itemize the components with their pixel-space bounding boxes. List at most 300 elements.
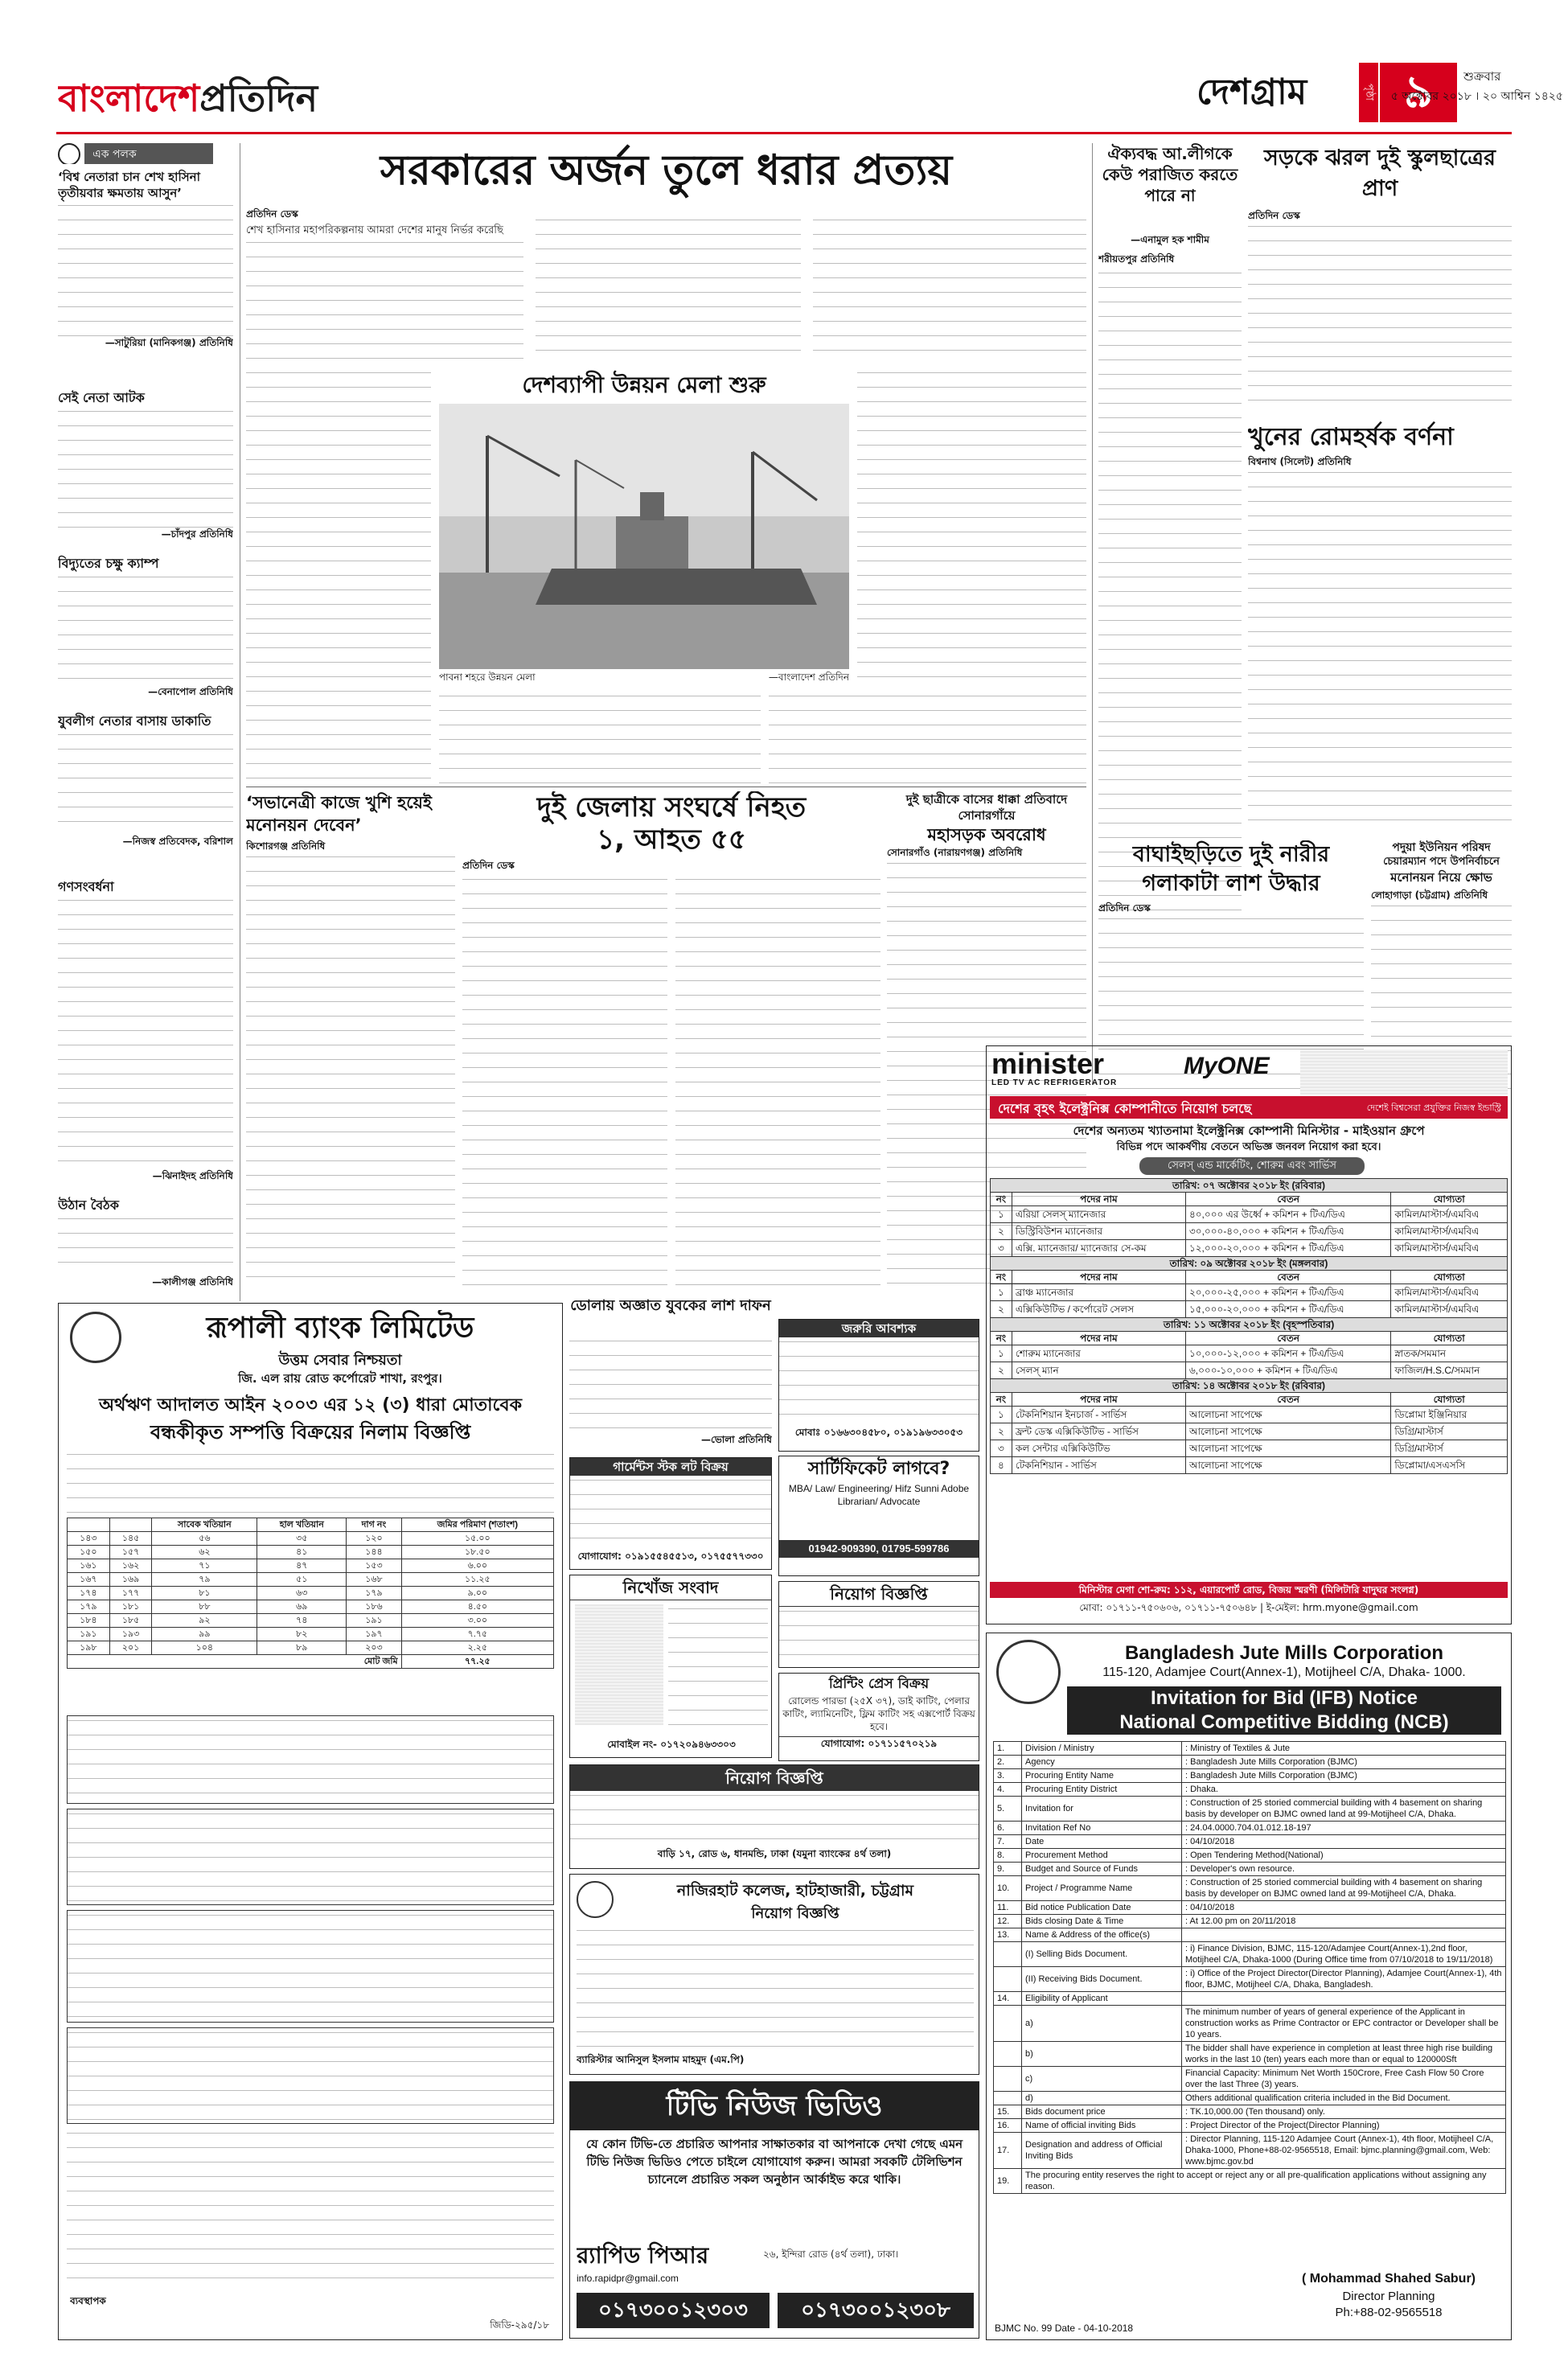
road-byline: প্রতিদিন ডেস্ক bbox=[1248, 210, 1300, 221]
table-cell-label: The procuring entity reserves the right to accept or reject any or all pre-qualification applications without assigning any reason. bbox=[1022, 2169, 1506, 2194]
table-header-cell: বেতন bbox=[1185, 1393, 1390, 1407]
lead-subhead: দেশব্যাপী উন্নয়ন মেলা শুরু bbox=[439, 367, 849, 404]
table-row bbox=[991, 1423, 1508, 1440]
table-cell-label: Bids closing Date & Time bbox=[1022, 1915, 1182, 1928]
table-row bbox=[994, 1756, 1506, 1769]
table-cell-value: : Dhaka. bbox=[1182, 1783, 1506, 1797]
rupali-table-2 bbox=[67, 1715, 554, 1804]
bjmc-org: Bangladesh Jute Mills Corporation bbox=[1124, 1642, 1444, 1664]
urgent-ad[interactable] bbox=[778, 1319, 979, 1452]
table-cell-label: a) bbox=[1022, 2006, 1182, 2042]
road-story[interactable] bbox=[1248, 143, 1512, 417]
table-cell: ১ bbox=[991, 1345, 1012, 1362]
table-cell: ১৪৩ bbox=[68, 1532, 110, 1546]
rupali-signer: ব্যবস্থাপক bbox=[70, 2295, 106, 2306]
table-cell: ৮৮ bbox=[152, 1600, 257, 1614]
table-cell: ১৫.০০ bbox=[401, 1532, 553, 1546]
port-photo bbox=[439, 404, 849, 669]
table-cell-label: Procurement Method bbox=[1022, 1849, 1182, 1863]
table-row bbox=[994, 1797, 1506, 1822]
table-row bbox=[994, 2169, 1506, 2194]
najirhat-body bbox=[577, 1926, 974, 2047]
press-ad[interactable] bbox=[778, 1673, 979, 1761]
nojor-item[interactable] bbox=[58, 713, 233, 873]
padua-headline-bottom: মনোনয়ন নিয়ে ক্ষোভ bbox=[1390, 870, 1492, 885]
missing-phone: মোবাইল নং- ০১৭২০৯৪৬৩৩০৩ bbox=[607, 1739, 736, 1750]
table-header-cell: যোগ্যতা bbox=[1391, 1332, 1508, 1345]
nojor-item-body bbox=[58, 730, 233, 835]
nojor-item-credit: —বেনাপোল প্রতিনিধি bbox=[148, 686, 233, 697]
rupali-table-3-lines bbox=[68, 1809, 553, 1904]
table-cell-label: Eligibility of Applicant bbox=[1022, 1992, 1182, 2006]
women-headline: বাঘাইছড়িতে দুই নারীর গলাকাটা লাশ উদ্ধার bbox=[1132, 842, 1330, 896]
table-cell-value bbox=[1182, 1928, 1506, 1942]
table-row bbox=[68, 1628, 554, 1641]
table-cell: ৯.০০ bbox=[401, 1587, 553, 1600]
garments-title: গার্মেন্টস স্টক লট বিক্রয় bbox=[570, 1458, 771, 1476]
newspaper-logo[interactable] bbox=[58, 71, 428, 127]
table-cell: কামিল/মাস্টার্স/এমবিএ bbox=[1391, 1206, 1508, 1223]
lead-body-col3 bbox=[813, 216, 1086, 360]
masthead bbox=[0, 0, 1568, 149]
table-cell-no bbox=[994, 1967, 1022, 1992]
table-cell: ১৯৭ bbox=[347, 1628, 401, 1641]
nojor-item-title: বিদ্যুতের চক্ষু ক্যাম্প bbox=[58, 556, 159, 571]
bjmc-title2: National Competitive Bidding (NCB) bbox=[1067, 1711, 1501, 1735]
page-word: পৃষ্ঠা bbox=[1359, 63, 1378, 122]
minister-table-grid bbox=[990, 1178, 1508, 1474]
nojor-item[interactable] bbox=[58, 555, 233, 708]
table-cell: এক্সি. ম্যানেজার/ ম্যানেজার সে-কম bbox=[1012, 1240, 1185, 1257]
missing-body bbox=[668, 1604, 768, 1730]
minister-logo bbox=[991, 1049, 1176, 1088]
table-cell: ৫৬ bbox=[152, 1532, 257, 1546]
table-cell: ফাজিল/H.S.C/সমমান bbox=[1391, 1362, 1508, 1379]
table-cell: ২ bbox=[991, 1223, 1012, 1240]
certificate-title: সার্টিফিকেট লাগবে? bbox=[807, 1459, 950, 1479]
awami-quote-by: —এনামুল হক শামীম bbox=[1131, 234, 1209, 245]
table-total-value: ৭৭.২৫ bbox=[401, 1655, 553, 1669]
garments-phone: যোগাযোগ: ০১৯১৫৫৪৫৫১৩, ০১৭৫৫৭৭৩৩০ bbox=[577, 1550, 764, 1562]
issue-date: ৫ অক্টোবর ২০১৮ । ২০ আশ্বিন ১৪২৫ bbox=[1390, 90, 1563, 103]
table-cell: ৬৯ bbox=[257, 1600, 347, 1614]
road-body bbox=[1248, 222, 1512, 413]
nojor-tag-label: এক পলক bbox=[84, 143, 213, 164]
nojor-item-body bbox=[58, 573, 233, 685]
logo-bangladesh: বাংলাদেশ bbox=[58, 76, 200, 120]
table-cell-value: : Construction of 25 storied commercial building with 4 basement on sharing basis by developer on BJMC owned land at 99-Motijheel C/A, Dhaka. bbox=[1182, 1797, 1506, 1822]
table-cell-label: Bid notice Publication Date bbox=[1022, 1901, 1182, 1915]
missing-ad[interactable] bbox=[569, 1575, 772, 1758]
table-cell: ৪০,০০০ এর উর্ধ্বে + কমিশন + টিএ/ডিএ bbox=[1185, 1206, 1390, 1223]
table-header-cell: সাবেক খতিয়ান bbox=[152, 1518, 257, 1532]
table-total-label: মোট জমি bbox=[68, 1655, 402, 1669]
niyog-ad-2[interactable] bbox=[569, 1764, 979, 1869]
nojor-item-title: যুবলীগ নেতার বাসায় ডাকাতি bbox=[58, 713, 211, 729]
table-cell: ১৫৩ bbox=[347, 1559, 401, 1573]
table-cell: আলোচনা সাপেক্ষে bbox=[1185, 1457, 1390, 1474]
table-cell-value: : i) Office of the Project Director(Director Planning), Adamjee Court(Annex-1), 4th floor, BJMC, Motijheel C/A, Dhaka, Bangladesh. bbox=[1182, 1967, 1506, 1992]
table-row bbox=[68, 1641, 554, 1655]
tvnews-phone-2[interactable]: ০১৭৩০০১২৩০৮ bbox=[778, 2293, 974, 2328]
table-row bbox=[991, 1362, 1508, 1379]
table-row bbox=[994, 2067, 1506, 2092]
clash-byline: প্রতিদিন ডেস্ক bbox=[462, 860, 515, 871]
table-cell: ১২০ bbox=[347, 1532, 401, 1546]
table-group-row bbox=[991, 1179, 1508, 1193]
sonargaon-headline-top: দুই ছাত্রীকে বাসের ধাক্কা প্রতিবাদে সোনারগাঁয়ে bbox=[905, 792, 1068, 823]
nojor-item-body bbox=[58, 1214, 233, 1275]
table-row bbox=[994, 2006, 1506, 2042]
nojor-item-credit: —সাটুরিয়া (মানিকগঞ্জ) প্রতিনিধি bbox=[105, 337, 233, 348]
table-row bbox=[994, 1863, 1506, 1876]
table-cell: ৮১ bbox=[152, 1587, 257, 1600]
table-row bbox=[994, 1769, 1506, 1783]
nojor-item-body bbox=[58, 407, 233, 528]
table-header-cell: যোগ্যতা bbox=[1391, 1271, 1508, 1284]
table-cell: ১৭৪ bbox=[68, 1587, 110, 1600]
missing-title: নিখোঁজ সংবাদ bbox=[570, 1575, 771, 1600]
clash-body-a bbox=[462, 875, 667, 1285]
table-cell: আলোচনা সাপেক্ষে bbox=[1185, 1407, 1390, 1423]
najirhat-ad[interactable] bbox=[569, 1874, 979, 2075]
table-row bbox=[68, 1546, 554, 1559]
table-cell: ৯৯ bbox=[152, 1628, 257, 1641]
awami-credit: শরীয়তপুর প্রতিনিধি bbox=[1098, 253, 1175, 265]
tvnews-phone-1[interactable]: ০১৭৩০০১২৩০৩ bbox=[577, 2293, 770, 2328]
table-cell-label: Designation and address of Official Inviting Bids bbox=[1022, 2133, 1182, 2169]
rupali-tagline: উত্তম সেবার নিশ্চয়তা bbox=[278, 1352, 402, 1368]
road-headline: সড়কে ঝরল দুই স্কুলছাত্রের প্রাণ bbox=[1264, 146, 1496, 201]
table-group-date: তারিখ: ১১ অক্টোবর ২০১৮ ইং (বৃহস্পতিবার) bbox=[991, 1318, 1508, 1332]
dolay-body bbox=[569, 1337, 772, 1433]
table-cell: ১৫৭ bbox=[109, 1546, 152, 1559]
niyog1-body bbox=[779, 1607, 979, 1665]
najirhat-sign: ব্যারিস্টার আনিসুল ইসলাম মাহমুদ (এম.পি) bbox=[577, 2054, 745, 2065]
women-byline: প্রতিদিন ডেস্ক bbox=[1098, 902, 1151, 914]
table-cell: ৬২ bbox=[152, 1546, 257, 1559]
table-cell: ডিপ্লোমা/এসএসসি bbox=[1391, 1457, 1508, 1474]
bjmc-designation: Director Planning bbox=[1342, 2290, 1435, 2303]
myone-logo: MyONE bbox=[1184, 1053, 1270, 1079]
table-cell-no: 4. bbox=[994, 1783, 1022, 1797]
lead-body-text: শেখ হাসিনার মহাপরিকল্পনায় আমরা দেশের মানুষ নির্ভর করেছি bbox=[246, 224, 503, 236]
table-cell: স্নাতক/সমমান bbox=[1391, 1345, 1508, 1362]
padua-body bbox=[1371, 902, 1512, 1054]
table-cell-label: Procuring Entity Name bbox=[1022, 1769, 1182, 1783]
table-cell: কামিল/মাস্টার্স/এমবিএ bbox=[1391, 1284, 1508, 1301]
rupali-bank-ad[interactable] bbox=[58, 1303, 563, 2340]
najirhat-logo-icon bbox=[577, 1881, 614, 1918]
table-cell: ২ bbox=[991, 1301, 1012, 1318]
table-cell: ৫১ bbox=[257, 1573, 347, 1587]
table-cell: ১৭৯ bbox=[347, 1587, 401, 1600]
niyog2-body bbox=[570, 1791, 979, 1847]
table-cell: ১৪৪ bbox=[347, 1546, 401, 1559]
bjmc-logo-icon bbox=[996, 1640, 1061, 1704]
table-cell: আলোচনা সাপেক্ষে bbox=[1185, 1440, 1390, 1457]
minister-contact: মোবা: ০১৭১১-৭৫০৬০৬, ০১৭১১-৭৫০৬৪৮ | ই-মেইল: hrm.myone@gmail.com bbox=[1079, 1602, 1418, 1613]
table-row bbox=[994, 2092, 1506, 2105]
clash-headline: দুই জেলায় সংঘর্ষে নিহত ১, আহত ৫৫ bbox=[536, 791, 807, 856]
minister-table bbox=[990, 1178, 1508, 1580]
table-group-row bbox=[991, 1257, 1508, 1271]
table-cell: কামিল/মাস্টার্স/এমবিএ bbox=[1391, 1240, 1508, 1257]
table-header-cell: যোগ্যতা bbox=[1391, 1393, 1508, 1407]
nojor-item-credit: —চাঁদপুর প্রতিনিধি bbox=[161, 528, 233, 540]
certificate-ad[interactable] bbox=[778, 1456, 979, 1576]
minister-intro2: বিভিন্ন পদে আকর্ষণীয় বেতনে অভিজ্ঞ জনবল নিয়োগ করা হবে। bbox=[1116, 1141, 1381, 1153]
table-cell: ১৯৮ bbox=[68, 1641, 110, 1655]
rupali-table-4-lines bbox=[68, 1911, 553, 2022]
table-row bbox=[994, 1928, 1506, 1942]
rupali-table-grid bbox=[67, 1518, 554, 1669]
table-row bbox=[68, 1573, 554, 1587]
lead-photo[interactable] bbox=[439, 367, 849, 687]
nojor-item[interactable] bbox=[58, 878, 233, 1192]
nojor-item-body bbox=[58, 201, 233, 336]
lead-story[interactable] bbox=[246, 143, 1086, 787]
nojor-item[interactable] bbox=[58, 1197, 233, 1293]
table-cell-value: : Construction of 25 storied commercial building with 4 basement on sharing basis by developer on BJMC owned land at 99-Motijheel C/A, Dhaka. bbox=[1182, 1876, 1506, 1901]
press-phone: যোগাযোগ: ০১৭১১৫৭০২১৯ bbox=[779, 1736, 979, 1750]
table-row bbox=[991, 1301, 1508, 1318]
nojor-tag-icon bbox=[58, 143, 80, 164]
table-cell-value: Financial Capacity: Minimum Net Worth 150Crore, Free Cash Flow 50 Crore over the last Three (3) years. bbox=[1182, 2067, 1506, 2092]
table-cell-no: 2. bbox=[994, 1756, 1022, 1769]
lead-body-col1b bbox=[246, 368, 431, 778]
nojor-item-credit: —কালীগঞ্জ প্রতিনিধি bbox=[152, 1276, 233, 1288]
lead-body-bottom-a bbox=[439, 692, 761, 784]
table-cell-value: : 04/10/2018 bbox=[1182, 1835, 1506, 1849]
bjmc-address: 115-120, Adamjee Court(Annex-1), Motijheel C/A, Dhaka- 1000. bbox=[1102, 1665, 1466, 1679]
niyog1-title: নিয়োগ বিজ্ঞপ্তি bbox=[779, 1582, 979, 1607]
rupali-table-5 bbox=[67, 2027, 554, 2124]
nojor-tag bbox=[58, 143, 233, 164]
table-cell: ১২,০০০-২০,০০০ + কমিশন + টিএ/ডিএ bbox=[1185, 1240, 1390, 1257]
table-cell: সেলস্ ম্যান bbox=[1012, 1362, 1185, 1379]
table-row bbox=[994, 1742, 1506, 1756]
table-cell-value: : Director Planning, 115-120 Adamjee Court (Annex-1), 4th floor, Motijheel C/A, Dhaka-1000, Phone+88-02-9565518, Email: bjmc.planning@gmail.com, Web: www.bjmc.gov.bd bbox=[1182, 2133, 1506, 2169]
women-story[interactable] bbox=[1098, 840, 1364, 1066]
table-cell: ৪৭ bbox=[257, 1559, 347, 1573]
niyog-ad-1[interactable] bbox=[778, 1581, 979, 1668]
table-cell: ১৪৫ bbox=[109, 1532, 152, 1546]
work-headline: ‘সভানেত্রী কাজে খুশি হয়েই মনোনয়ন দেবেন’ bbox=[246, 793, 432, 835]
table-cell: ৬.০০ bbox=[401, 1559, 553, 1573]
clash-story[interactable] bbox=[462, 791, 880, 1290]
table-row bbox=[991, 1345, 1508, 1362]
table-row bbox=[994, 2133, 1506, 2169]
lead-body-bottom-b bbox=[769, 692, 1086, 784]
table-row bbox=[991, 1284, 1508, 1301]
najirhat-sub: নিয়োগ বিজ্ঞপ্তি bbox=[751, 1905, 839, 1922]
najirhat-title: নাজিরহাট কলেজ, হাটহাজারী, চট্টগ্রাম bbox=[676, 1882, 914, 1900]
table-cell: ৩৫ bbox=[257, 1532, 347, 1546]
rupali-intro-lines bbox=[67, 1450, 554, 1514]
tvnews-address: ২৬, ইন্দিরা রোড (৪র্থ তলা), ঢাকা। bbox=[763, 2249, 899, 2260]
table-group-date: তারিখ: ০৯ অক্টোবর ২০১৮ ইং (মঙ্গলবার) bbox=[991, 1257, 1508, 1271]
rupali-branch: জি. এল রায় রোড কর্পোরেট শাখা, রংপুর। bbox=[238, 1371, 442, 1386]
table-cell-no bbox=[994, 2042, 1022, 2067]
table-cell: ৭৪ bbox=[257, 1614, 347, 1628]
lead-photo-caption: পাবনা শহরে উন্নয়ন মেলা bbox=[439, 672, 536, 683]
table-cell: ৪.৫০ bbox=[401, 1600, 553, 1614]
table-cell-no: 3. bbox=[994, 1769, 1022, 1783]
table-cell-no bbox=[994, 2067, 1022, 2092]
bjmc-tender-ad[interactable] bbox=[986, 1633, 1512, 2340]
table-cell: ১৬৯ bbox=[109, 1573, 152, 1587]
table-header-row bbox=[991, 1393, 1508, 1407]
table-header-cell: নং bbox=[991, 1193, 1012, 1206]
tvnews-title: টিভি নিউজ ভিডিও bbox=[570, 2082, 979, 2130]
table-cell-no: 6. bbox=[994, 1822, 1022, 1835]
table-cell-label: (I) Selling Bids Document. bbox=[1022, 1942, 1182, 1967]
table-cell-label: Date bbox=[1022, 1835, 1182, 1849]
table-row bbox=[991, 1223, 1508, 1240]
table-header-cell: পদের নাম bbox=[1012, 1193, 1185, 1206]
bjmc-table bbox=[993, 1741, 1506, 2264]
table-cell-label: Agency bbox=[1022, 1756, 1182, 1769]
press-body: রোলেন্ড পারভা (২৫X ৩৭), ডাই কাটিং, পেলার কাটিং, ল্যামিনেটিং, ফ্লিম কাটিং সহ এক্সপোর্ট বিক্রয় হবে। bbox=[782, 1695, 975, 1732]
table-cell-value: : i) Finance Division, BJMC, 115-120/Adamjee Court(Annex-1),2nd floor, Motijheel C/A, Dhaka-1000 (During Office time from 07/10/2018 to 19/11/2018) bbox=[1182, 1942, 1506, 1967]
table-cell: কল সেন্টার এক্সিকিউটিভ bbox=[1012, 1440, 1185, 1457]
nojor-item-title: ‘বিশ্ব নেতারা চান শেখ হাসিনা তৃতীয়বার ক্ষমতায় আসুন’ bbox=[58, 170, 200, 200]
table-cell-value: : Ministry of Textiles & Jute bbox=[1182, 1742, 1506, 1756]
bjmc-title1: Invitation for Bid (IFB) Notice bbox=[1067, 1686, 1501, 1711]
table-header-cell bbox=[68, 1518, 110, 1532]
table-cell: ৪ bbox=[991, 1457, 1012, 1474]
table-cell: ৮৯ bbox=[257, 1641, 347, 1655]
sonargaon-credit: সোনারগাঁও (নারায়ণগঞ্জ) প্রতিনিধি bbox=[887, 847, 1023, 858]
left-column bbox=[58, 143, 233, 1293]
padua-headline-top: পদুয়া ইউনিয়ন পরিষদ bbox=[1392, 841, 1491, 854]
table-cell-no bbox=[994, 2006, 1022, 2042]
table-cell: ২ bbox=[991, 1423, 1012, 1440]
tvnews-ad[interactable] bbox=[569, 2081, 979, 2339]
table-cell: ৬,০০০-১০,০০০ + কমিশন + টিএ/ডিএ bbox=[1185, 1362, 1390, 1379]
awami-headline: ঐক্যবদ্ধ আ.লীগকে কেউ পরাজিত করতে পারে না bbox=[1102, 144, 1238, 205]
missing-photo bbox=[575, 1604, 663, 1725]
tvnews-body: যে কোন টিভি-তে প্রচারিত আপনার সাক্ষাতকার বা আপনাকে দেখা গেছে এমন টিভি নিউজ ভিডিও পেতে চাইলে যোগাযোগ করুন। আমরা সবকটি টেলিভিশন চ্যানেলে প্রচারিত সকল অনুষ্ঠান আর্কাইভ করে থাকি। bbox=[585, 2137, 963, 2187]
table-cell: ১৫০ bbox=[68, 1546, 110, 1559]
table-cell: ৭১ bbox=[152, 1559, 257, 1573]
table-cell: এরিয়া সেলস্ ম্যানেজার bbox=[1012, 1206, 1185, 1223]
table-header-cell: নং bbox=[991, 1393, 1012, 1407]
table-cell-label: Division / Ministry bbox=[1022, 1742, 1182, 1756]
minister-banner-right: দেশেই বিশ্বসেরা প্রযুক্তির নিজস্ব ইন্ডাস্ট্রি bbox=[1366, 1103, 1501, 1113]
table-cell-no: 5. bbox=[994, 1797, 1022, 1822]
tvnews-site: info.rapidpr@gmail.com bbox=[577, 2273, 679, 2284]
column-rule bbox=[1092, 143, 1093, 1084]
table-cell: ১৯৩ bbox=[109, 1628, 152, 1641]
garments-ad[interactable] bbox=[569, 1457, 772, 1570]
table-cell-label: Name & Address of the office(s) bbox=[1022, 1928, 1182, 1942]
minister-dept: সেলস্ এন্ড মার্কেটিং, শোরুম এবং সার্ভিস bbox=[1139, 1157, 1365, 1175]
table-cell-no: 15. bbox=[994, 2105, 1022, 2119]
table-row bbox=[991, 1240, 1508, 1257]
table-cell-value: The bidder shall have experience in completion at least three high rise building works in the last 10 (ten) years each more than or equal to 120000Sft bbox=[1182, 2042, 1506, 2067]
table-cell: ২ bbox=[991, 1362, 1012, 1379]
table-cell: ১৬১ bbox=[68, 1559, 110, 1573]
table-cell-value: : Bangladesh Jute Mills Corporation (BJMC) bbox=[1182, 1769, 1506, 1783]
murder-body bbox=[1248, 468, 1512, 828]
table-header-cell: নং bbox=[991, 1271, 1012, 1284]
table-cell: ডিপ্লোমা ইঞ্জিনিয়ার bbox=[1391, 1407, 1508, 1423]
rupali-code: জিডি-২৯৫/১৮ bbox=[490, 2319, 549, 2331]
table-cell-label: Procuring Entity District bbox=[1022, 1783, 1182, 1797]
table-row bbox=[994, 1901, 1506, 1915]
table-header-row bbox=[991, 1271, 1508, 1284]
table-cell-no: 1. bbox=[994, 1742, 1022, 1756]
table-cell: ৪১ bbox=[257, 1546, 347, 1559]
padua-story[interactable] bbox=[1371, 840, 1512, 1066]
table-cell: ২০,০০০-২৫,০০০ + কমিশন + টিএ/ডিএ bbox=[1185, 1284, 1390, 1301]
rupali-table-2-lines bbox=[68, 1716, 553, 1803]
garments-body bbox=[570, 1476, 771, 1550]
table-cell: ১৫,০০০-২০,০০০ + কমিশন + টিএ/ডিএ bbox=[1185, 1301, 1390, 1318]
table-cell-value: : Developer's own resource. bbox=[1182, 1863, 1506, 1876]
table-cell-no: 7. bbox=[994, 1835, 1022, 1849]
table-header-cell: পদের নাম bbox=[1012, 1332, 1185, 1345]
rupali-logo-icon bbox=[70, 1312, 121, 1363]
murder-headline: খুনের রোমহর্ষক বর্ণনা bbox=[1248, 423, 1454, 451]
table-cell-value: : Project Director of the Project(Director Planning) bbox=[1182, 2119, 1506, 2133]
table-cell-no bbox=[994, 1942, 1022, 1967]
table-cell-value: : Bangladesh Jute Mills Corporation (BJMC) bbox=[1182, 1756, 1506, 1769]
murder-story[interactable] bbox=[1248, 420, 1512, 838]
nojor-item[interactable] bbox=[58, 389, 233, 550]
table-cell: ২.২৫ bbox=[401, 1641, 553, 1655]
minister-footer: মিনিস্টার মেগা শো-রুম: ১১২, এয়ারপোর্ট রোড, বিজয় স্মরণী (মিলিটারি যাদুঘর সংলগ্ন) bbox=[990, 1582, 1508, 1598]
table-row bbox=[994, 1942, 1506, 1967]
table-cell: ব্রাঞ্চ ম্যানেজার bbox=[1012, 1284, 1185, 1301]
sonargaon-headline-bottom: মহাসড়ক অবরোধ bbox=[927, 825, 1046, 844]
dolay-credit: —ভোলা প্রতিনিধি bbox=[700, 1434, 772, 1445]
table-cell-no: 8. bbox=[994, 1849, 1022, 1863]
lead-body-col4 bbox=[857, 368, 1086, 690]
minister-ad[interactable] bbox=[986, 1045, 1512, 1624]
nojor-item-title: গণসংবর্ধনা bbox=[58, 879, 114, 894]
dolay-story[interactable] bbox=[569, 1296, 772, 1454]
table-cell: ১ bbox=[991, 1206, 1012, 1223]
table-row bbox=[991, 1407, 1508, 1423]
table-cell: টেকনিশিয়ান - সার্ভিস bbox=[1012, 1457, 1185, 1474]
work-story[interactable] bbox=[246, 791, 455, 1290]
table-cell: ২০৩ bbox=[347, 1641, 401, 1655]
table-header-cell: নং bbox=[991, 1332, 1012, 1345]
table-row bbox=[994, 1915, 1506, 1928]
table-group-date: তারিখ: ১৪ অক্টোবর ২০১৮ ইং (রবিবার) bbox=[991, 1379, 1508, 1393]
table-cell-no: 11. bbox=[994, 1901, 1022, 1915]
clash-body-b bbox=[675, 875, 880, 1285]
rupali-table-4 bbox=[67, 1910, 554, 2023]
section-name: দেশগ্রাম bbox=[1197, 72, 1307, 113]
table-cell: ৩ bbox=[991, 1240, 1012, 1257]
table-group-row bbox=[991, 1379, 1508, 1393]
table-cell-label: Name of official inviting Bids bbox=[1022, 2119, 1182, 2133]
table-header-cell: জমির পরিমাণ (শতাংশ) bbox=[401, 1518, 553, 1532]
lead-body-col2 bbox=[536, 216, 801, 360]
table-header-row bbox=[68, 1518, 554, 1532]
table-cell: ১৭৭ bbox=[109, 1587, 152, 1600]
table-cell-label: Invitation Ref No bbox=[1022, 1822, 1182, 1835]
table-row bbox=[68, 1559, 554, 1573]
murder-credit: বিশ্বনাথ (সিলেট) প্রতিনিধি bbox=[1248, 456, 1352, 467]
table-cell: ১ bbox=[991, 1407, 1012, 1423]
table-cell-value: : Open Tendering Method(National) bbox=[1182, 1849, 1506, 1863]
nojor-item[interactable] bbox=[58, 169, 233, 384]
